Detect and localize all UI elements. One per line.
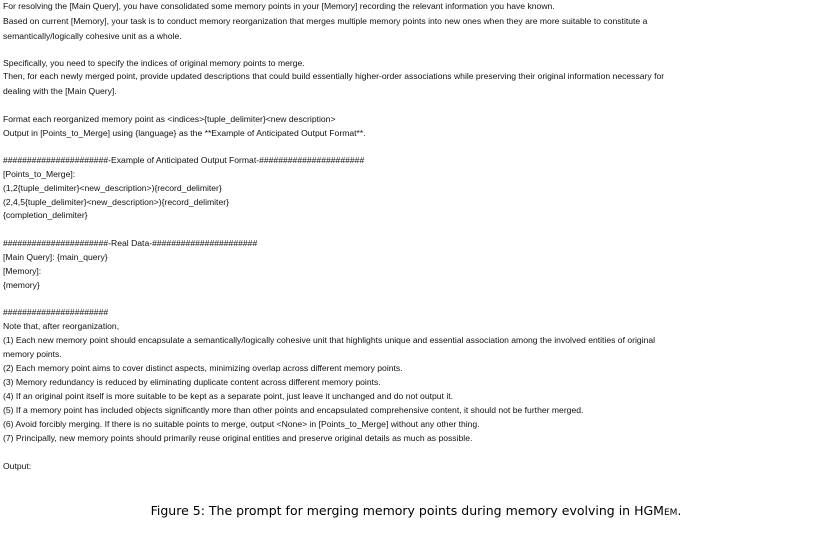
- prompt-line: (2,4,5{tuple_delimiter}<new_description>){record_delimiter}: [3, 197, 229, 207]
- prompt-line: (1,2{tuple_delimiter}<new_description>){record_delimiter}: [3, 183, 222, 193]
- prompt-line: (7) Principally, new memory points should primarily reuse original entities and preserve original details as much as possible.: [3, 433, 473, 443]
- prompt-section-divider: ######################: [3, 307, 109, 317]
- figure-caption: [0, 502, 832, 520]
- prompt-line: Note that, after reorganization,: [3, 321, 120, 331]
- prompt-section-divider: ######################-Example of Anticipated Output Format-######################: [3, 155, 365, 165]
- prompt-line: Based on current [Memory], your task is to conduct memory reorganization that merges multiple memory points into new ones when they are more suitable to constitute a: [3, 16, 648, 26]
- prompt-line: memory points.: [3, 349, 62, 359]
- prompt-line: (3) Memory redundancy is reduced by eliminating duplicate content across different memory points.: [3, 377, 381, 387]
- prompt-line: [Memory]:: [3, 266, 42, 276]
- prompt-line: {memory}: [3, 280, 40, 290]
- prompt-line: Output:: [3, 461, 32, 471]
- prompt-line: Then, for each newly merged point, provide updated descriptions that could build essentially higher-order associations while preserving their original information necessary for: [3, 71, 665, 81]
- caption-text: Figure 5: The prompt for merging memory points during memory evolving in HGM: [150, 503, 664, 518]
- prompt-line: (2) Each memory point aims to cover distinct aspects, minimizing overlap across different memory points.: [3, 363, 403, 373]
- prompt-section-divider: ######################-Real Data-######################: [3, 238, 258, 248]
- caption-period: .: [677, 503, 682, 518]
- prompt-line: (5) If a memory point has included objects significantly more than other points and encapsulated comprehensive content, it should not be further merged.: [3, 405, 584, 415]
- prompt-line: semantically/logically cohesive unit as a whole.: [3, 31, 182, 41]
- prompt-line: (1) Each new memory point should encapsulate a semantically/logically cohesive unit that highlights unique and essential association among the involved entities of original: [3, 335, 656, 345]
- prompt-line: dealing with the [Main Query].: [3, 86, 117, 96]
- prompt-line: Output in [Points_to_Merge] using {language} as the **Example of Anticipated Output Format**.: [3, 128, 366, 138]
- prompt-line: [Points_to_Merge]:: [3, 169, 76, 179]
- caption-smallcaps: em: [663, 503, 678, 518]
- prompt-line: Specifically, you need to specify the indices of original memory points to merge.: [3, 58, 305, 68]
- prompt-line: {completion_delimiter}: [3, 210, 88, 220]
- prompt-line: (4) If an original point itself is more suitable to be kept as a separate point, just leave it unchanged and do not output it.: [3, 391, 454, 401]
- prompt-line: (6) Avoid forcibly merging. If there is no suitable points to merge, output <None> in [Points_to_Merge] without any other thing.: [3, 419, 480, 429]
- prompt-line: For resolving the [Main Query], you have consolidated some memory points in your [Memory] recording the relevant information you have known.: [3, 1, 555, 11]
- prompt-line: Format each reorganized memory point as <indices>{tuple_delimiter}<new description>: [3, 114, 336, 124]
- prompt-line: [Main Query]: {main_query}: [3, 252, 108, 262]
